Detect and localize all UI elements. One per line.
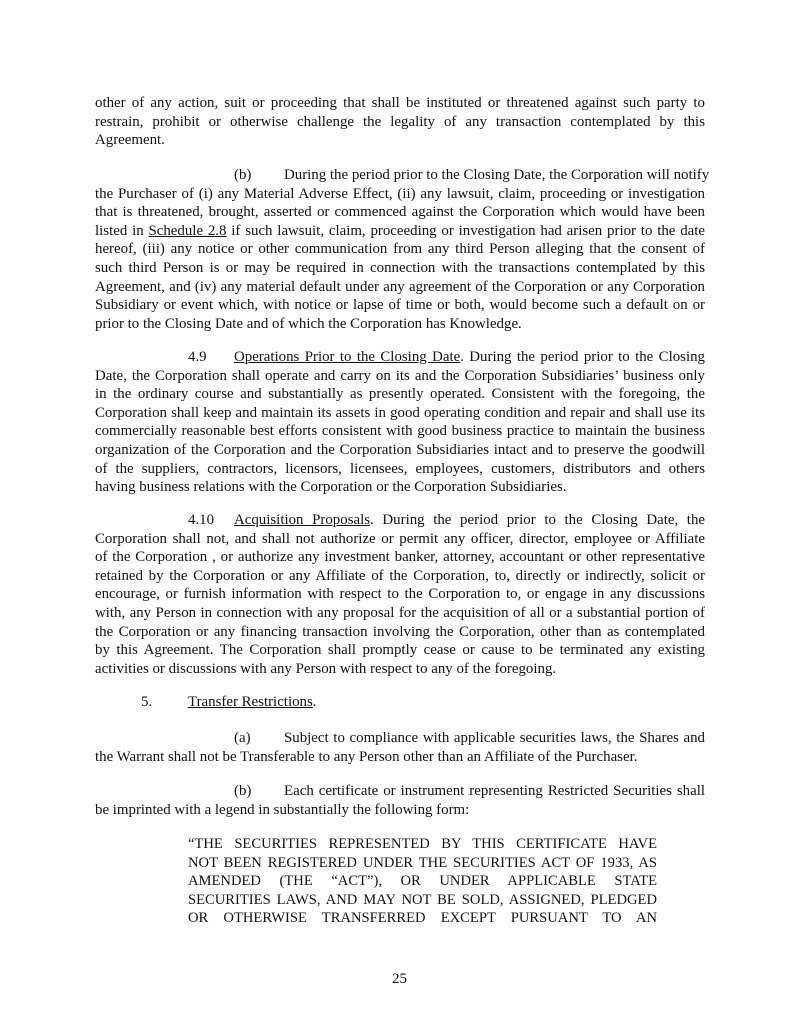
line-text: listed in xyxy=(95,222,149,239)
section-heading: Operations Prior to the Closing Date xyxy=(234,349,461,365)
text-line xyxy=(95,729,705,748)
legend-line: “THE SECURITIES REPRESENTED BY THIS CERTIFICATE HAVE xyxy=(188,836,657,852)
section-4-10 xyxy=(95,511,705,678)
section-4-9 xyxy=(95,348,705,497)
text-line: Agreement, and (iv) any material default under any agreement of the Corporation or any Corporation xyxy=(95,278,705,295)
text-line: Date, the Corporation shall operate and carry on its and the Corporation Subsidiaries’ business only xyxy=(95,367,705,384)
text-line xyxy=(95,348,705,367)
text-line: other of any action, suit or proceeding that shall be instituted or threatened against such party to xyxy=(95,95,705,111)
subsection-marker: (b) xyxy=(234,167,252,183)
text-line: Subsidiary or event which, with notice or lapse of time or both, would become such a default on or xyxy=(95,297,705,314)
section-heading: Transfer Restrictions xyxy=(188,694,313,710)
text-line: of the suppliers, contractors, licensors, licensees, employees, customers, distributors and others xyxy=(95,460,705,477)
paragraph-continuation xyxy=(95,94,705,150)
text-line: Agreement. xyxy=(95,132,165,149)
section-number: 4.9 xyxy=(188,349,207,365)
line-text: if such lawsuit, claim, proceeding or investigation had arisen prior to the date xyxy=(226,222,705,239)
section-heading: Acquisition Proposals xyxy=(234,512,371,528)
subsection-marker: (a) xyxy=(234,730,251,746)
text-line: having business relations with the Corporation or the Corporation Subsidiaries. xyxy=(95,479,567,496)
schedule-reference: Schedule 2.8 xyxy=(148,222,227,239)
legend-line: SECURITIES LAWS, AND MAY NOT BE SOLD, ASSIGNED, PLEDGED xyxy=(188,891,657,908)
text-line: Corporation shall not, and shall not authorize or permit any officer, director, employee or Affiliate xyxy=(95,530,705,547)
section-number: 4.10 xyxy=(188,512,215,528)
text-line: prior to the Closing Date and of which the Corporation has Knowledge. xyxy=(95,315,522,332)
page-number: 25 xyxy=(392,971,407,987)
text-line: be imprinted with a legend in substantially the following form: xyxy=(95,801,470,818)
line-text: . During the period prior to the Closing Date, the xyxy=(370,512,705,528)
text-line: that is threatened, brought, asserted or commenced against the Corporation which would have been xyxy=(95,204,705,221)
section-5-heading xyxy=(95,693,705,712)
paragraph-4-8-b xyxy=(95,166,710,333)
text-line xyxy=(95,166,710,185)
line-text: Subject to compliance with applicable securities laws, the Shares and xyxy=(284,730,705,746)
text-line: the Purchaser of (i) any Material Adverse Effect, (ii) any lawsuit, claim, proceeding or investigation xyxy=(95,185,705,202)
text-line: hereof, (iii) any notice or other communication from any third Person alleging that the consent of xyxy=(95,241,705,258)
text-line: in the ordinary course and substantially as presently operated. Consistent with the foregoing, the xyxy=(95,386,705,403)
legend-line: OR OTHERWISE TRANSFERRED EXCEPT PURSUANT TO AN xyxy=(188,910,657,927)
section-5-a xyxy=(95,729,705,766)
text-line: retained by the Corporation or any Affiliate of the Corporation, to, directly or indirectly, solicit or xyxy=(95,567,705,584)
text-line: commercially reasonable best efforts consistent with good business practice to maintain the business xyxy=(95,423,705,440)
text-line: with, any Person in connection with any proposal for the acquisition of all or a substantial portion of xyxy=(95,604,705,621)
text-line xyxy=(95,222,705,241)
line-text: . xyxy=(312,694,317,710)
section-number: 5. xyxy=(141,694,153,710)
line-text: . During the period prior to the Closing xyxy=(460,349,705,365)
text-line xyxy=(95,782,705,801)
subsection-marker: (b) xyxy=(234,783,252,799)
text-line: the Warrant shall not be Transferable to any Person other than an Affiliate of the Purchaser. xyxy=(95,748,638,765)
text-line: activities or discussions with any Person with respect to any of the foregoing. xyxy=(95,660,557,677)
text-line: such third Person is or may be required in connection with the transactions contemplated by this xyxy=(95,259,705,276)
legend-line: AMENDED (THE “ACT”), OR UNDER APPLICABLE STATE xyxy=(188,873,657,890)
restrictive-legend xyxy=(188,835,657,928)
text-line: of the Corporation , or authorize any investment banker, attorney, accountant or other representative xyxy=(95,549,705,566)
line-text: Each certificate or instrument representing Restricted Securities shall xyxy=(284,783,705,799)
text-line: Corporation shall keep and maintain its assets in good operating condition and repair and shall use its xyxy=(95,404,705,421)
legend-line: NOT BEEN REGISTERED UNDER THE SECURITIES ACT OF 1933, AS xyxy=(188,854,657,871)
text-line: encourage, or furnish information with respect to the Corporation to, or engage in any discussions xyxy=(95,586,705,603)
text-line: the Corporation or any financing transaction involving the Corporation, other than as contemplated xyxy=(95,623,705,640)
text-line xyxy=(95,511,705,530)
text-line: organization of the Corporation and the Corporation Subsidiaries intact and to preserve the goodwill xyxy=(95,441,705,458)
section-5-b xyxy=(95,782,705,819)
text-line: restrain, prohibit or otherwise challenge the legality of any transaction contemplated by this xyxy=(95,113,705,130)
text-line: by this Agreement. The Corporation shall promptly cease or cause to be terminated any existing xyxy=(95,642,705,659)
text-line xyxy=(95,693,705,712)
line-text: During the period prior to the Closing Date, the Corporation will notify xyxy=(284,167,710,183)
